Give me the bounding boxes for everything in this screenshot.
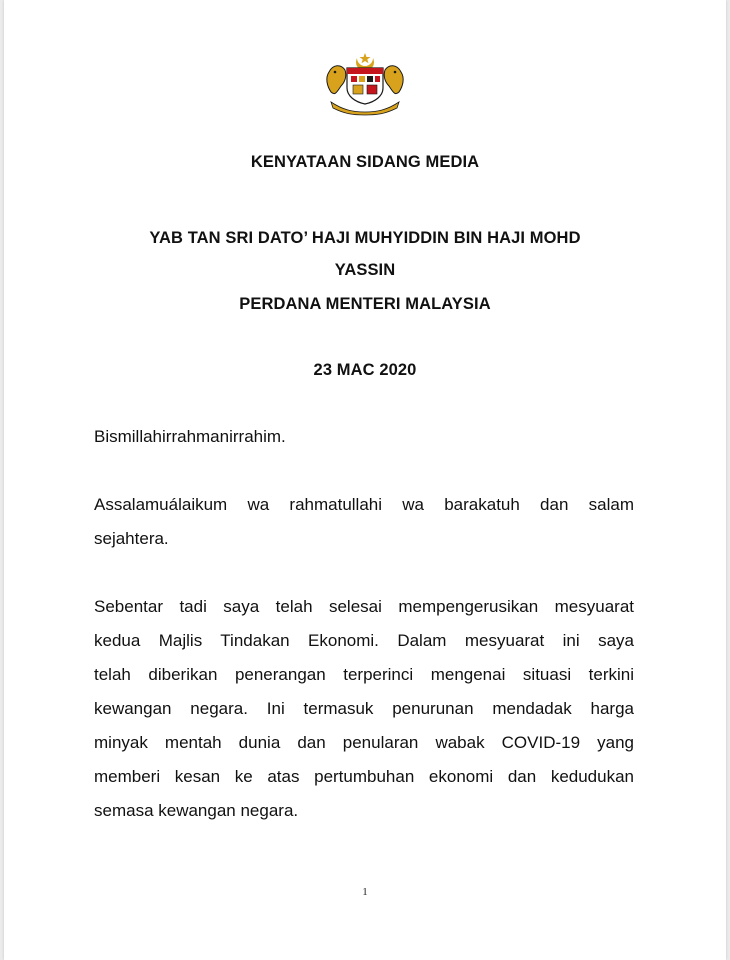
bismillah-text: Bismillahirrahmanirrahim. bbox=[94, 427, 286, 446]
statement-date: 23 MAC 2020 bbox=[313, 361, 417, 379]
statement-title: KENYATAAN SIDANG MEDIA bbox=[250, 153, 480, 171]
speaker-name-line-1: YAB TAN SRI DATO’ HAJI MUHYIDDIN BIN HAJI MOHD bbox=[149, 229, 581, 247]
malaysia-coat-of-arms-icon bbox=[323, 52, 407, 116]
paragraph-line: sejahtera. bbox=[94, 529, 169, 548]
speaker-role: PERDANA MENTERI MALAYSIA bbox=[239, 295, 491, 313]
body-paragraph-1 bbox=[94, 590, 634, 828]
paragraph-line: memberi kesan ke atas pertumbuhan ekonomi dan kedudukan bbox=[94, 767, 634, 786]
paragraph-line: kewangan negara. Ini termasuk penurunan mendadak harga bbox=[94, 699, 634, 718]
greeting-paragraph bbox=[94, 488, 634, 556]
paragraph-line: minyak mentah dunia dan penularan wabak COVID-19 yang bbox=[94, 733, 634, 752]
speaker-name-line-2: YASSIN bbox=[334, 261, 396, 279]
bismillah-paragraph bbox=[94, 420, 634, 454]
paragraph-line: kedua Majlis Tindakan Ekonomi. Dalam mesyuarat ini saya bbox=[94, 631, 634, 650]
paragraph-line: Assalamuálaikum wa rahmatullahi wa barakatuh dan salam bbox=[94, 495, 634, 514]
paragraph-line: telah diberikan penerangan terperinci mengenai situasi terkini bbox=[94, 665, 634, 684]
page-number: 1 bbox=[362, 886, 368, 898]
paragraph-line: semasa kewangan negara. bbox=[94, 801, 299, 820]
paragraph-line: Sebentar tadi saya telah selesai mempengerusikan mesyuarat bbox=[94, 597, 634, 616]
